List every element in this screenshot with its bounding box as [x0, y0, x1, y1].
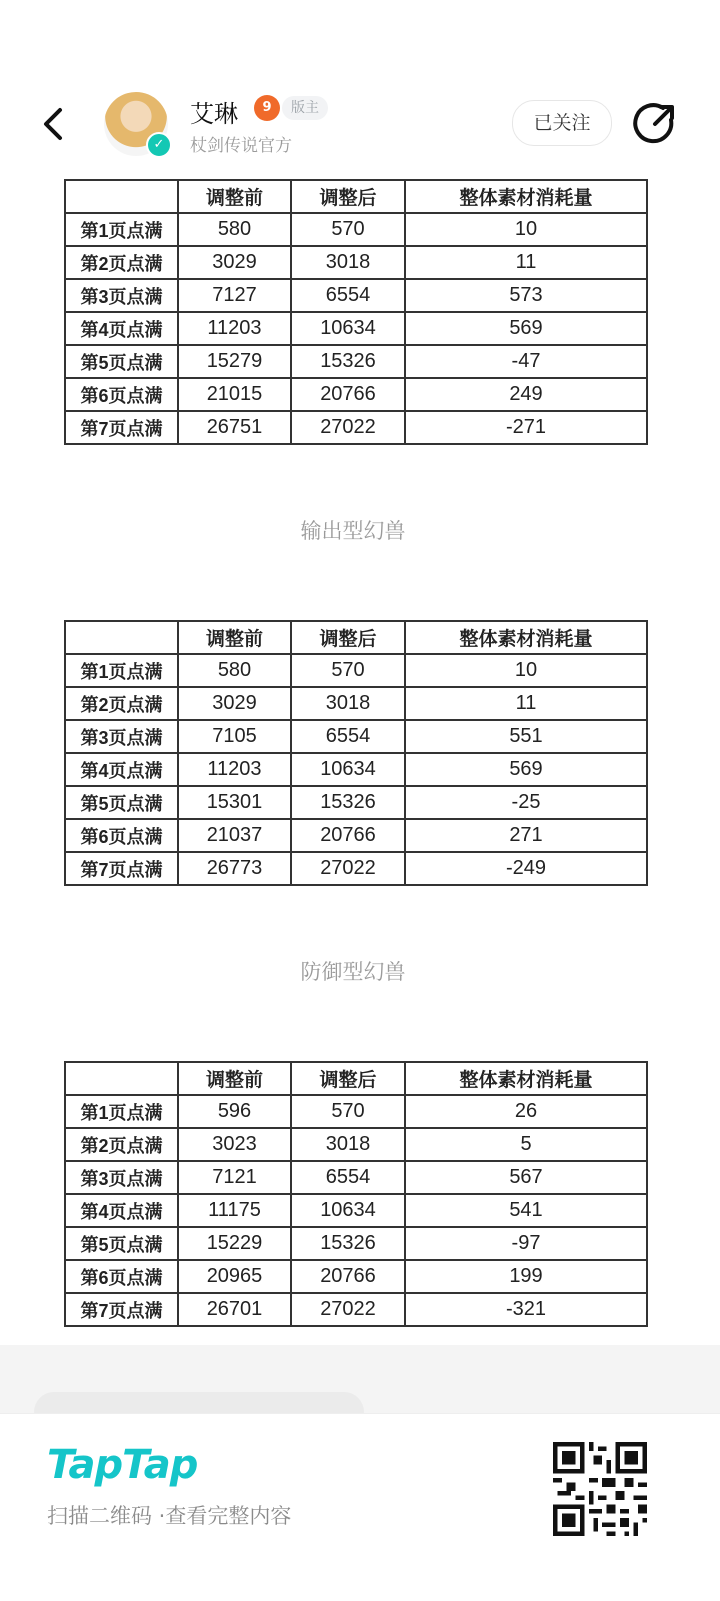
cell: 570	[291, 654, 405, 687]
table-header-row	[65, 621, 647, 654]
cell: 10	[405, 213, 647, 246]
header-cell	[65, 1062, 178, 1095]
row-label: 第7页点满	[65, 1293, 178, 1326]
cell: 15326	[291, 786, 405, 819]
cell: 3029	[178, 687, 291, 720]
level-badge: 9	[254, 95, 280, 121]
table-row	[65, 378, 647, 411]
share-icon[interactable]	[633, 102, 677, 146]
header-cell: 调整后	[291, 180, 405, 213]
row-label: 第6页点满	[65, 819, 178, 852]
header-cell: 调整后	[291, 621, 405, 654]
qr-code-icon	[553, 1442, 647, 1536]
cell: 6554	[291, 1161, 405, 1194]
follow-button[interactable]: 已关注	[512, 100, 612, 146]
cell: 11203	[178, 312, 291, 345]
cell: 199	[405, 1260, 647, 1293]
cell: 7127	[178, 279, 291, 312]
cell: 20965	[178, 1260, 291, 1293]
back-icon[interactable]	[36, 104, 70, 144]
cell: 20766	[291, 1260, 405, 1293]
header-cell: 整体素材消耗量	[405, 180, 647, 213]
row-label: 第3页点满	[65, 1161, 178, 1194]
cell: 3018	[291, 246, 405, 279]
table-row	[65, 312, 647, 345]
cell: 27022	[291, 411, 405, 444]
table-row	[65, 1260, 647, 1293]
cell: 3029	[178, 246, 291, 279]
table-row	[65, 687, 647, 720]
row-label: 第5页点满	[65, 1227, 178, 1260]
cell: -249	[405, 852, 647, 885]
table-row	[65, 1194, 647, 1227]
table-row	[65, 720, 647, 753]
cell: 567	[405, 1161, 647, 1194]
table-row	[65, 1128, 647, 1161]
cell: 20766	[291, 378, 405, 411]
table-row	[65, 819, 647, 852]
cell: 10	[405, 654, 647, 687]
table-row	[65, 213, 647, 246]
cell: 20766	[291, 819, 405, 852]
table-row	[65, 345, 647, 378]
row-label: 第3页点满	[65, 720, 178, 753]
cell: 5	[405, 1128, 647, 1161]
header-cell: 调整前	[178, 1062, 291, 1095]
cell: 10634	[291, 312, 405, 345]
author-subtitle: 杖剑传说官方	[190, 136, 292, 156]
cell: 570	[291, 1095, 405, 1128]
cell: 26751	[178, 411, 291, 444]
table-row	[65, 753, 647, 786]
cell: 7121	[178, 1161, 291, 1194]
table-row	[65, 411, 647, 444]
cell: 11	[405, 246, 647, 279]
row-label: 第7页点满	[65, 411, 178, 444]
row-label: 第2页点满	[65, 246, 178, 279]
cell: 569	[405, 312, 647, 345]
cell: -25	[405, 786, 647, 819]
cell: 3018	[291, 687, 405, 720]
cell: 10634	[291, 1194, 405, 1227]
table-row	[65, 1161, 647, 1194]
cell: 15279	[178, 345, 291, 378]
row-label: 第3页点满	[65, 279, 178, 312]
table-row	[65, 279, 647, 312]
row-label: 第2页点满	[65, 687, 178, 720]
row-label: 第2页点满	[65, 1128, 178, 1161]
cell: 27022	[291, 1293, 405, 1326]
cell: -271	[405, 411, 647, 444]
table-row	[65, 786, 647, 819]
cell: 3018	[291, 1128, 405, 1161]
cell: 271	[405, 819, 647, 852]
cell: -97	[405, 1227, 647, 1260]
cell: 21015	[178, 378, 291, 411]
row-label: 第4页点满	[65, 753, 178, 786]
header-cell: 调整前	[178, 180, 291, 213]
data-table-2	[64, 620, 648, 886]
cell: 596	[178, 1095, 291, 1128]
cell: 15229	[178, 1227, 291, 1260]
cell: 6554	[291, 279, 405, 312]
cell: 551	[405, 720, 647, 753]
header-cell: 调整前	[178, 621, 291, 654]
table-row	[65, 1293, 647, 1326]
cell: 26	[405, 1095, 647, 1128]
avatar[interactable]	[104, 92, 168, 156]
header-cell: 整体素材消耗量	[405, 1062, 647, 1095]
row-label: 第4页点满	[65, 312, 178, 345]
section-caption-defense: 防御型幻兽	[300, 960, 406, 984]
row-label: 第6页点满	[65, 1260, 178, 1293]
section-caption-output: 输出型幻兽	[300, 519, 406, 543]
post-header	[0, 0, 720, 175]
cell: -47	[405, 345, 647, 378]
row-label: 第1页点满	[65, 654, 178, 687]
cell: 249	[405, 378, 647, 411]
row-label: 第5页点满	[65, 786, 178, 819]
cell: 21037	[178, 819, 291, 852]
cell: 11	[405, 687, 647, 720]
row-label: 第1页点满	[65, 1095, 178, 1128]
cell: 569	[405, 753, 647, 786]
cell: 7105	[178, 720, 291, 753]
data-table-1	[64, 179, 648, 445]
row-label: 第1页点满	[65, 213, 178, 246]
cell: 573	[405, 279, 647, 312]
row-label: 第4页点满	[65, 1194, 178, 1227]
cell: 6554	[291, 720, 405, 753]
table-row	[65, 246, 647, 279]
cell: 3023	[178, 1128, 291, 1161]
table-header-row	[65, 180, 647, 213]
role-badge: 版主	[282, 96, 328, 120]
table-row	[65, 852, 647, 885]
cell: 11175	[178, 1194, 291, 1227]
cell: 15326	[291, 1227, 405, 1260]
taptap-logo: TapTap	[47, 1442, 198, 1488]
cell: 541	[405, 1194, 647, 1227]
download-footer	[0, 1413, 720, 1601]
table-row	[65, 1227, 647, 1260]
data-table-3	[64, 1061, 648, 1327]
cell: 26701	[178, 1293, 291, 1326]
cell: 570	[291, 213, 405, 246]
cell: 10634	[291, 753, 405, 786]
cell: 26773	[178, 852, 291, 885]
scan-hint: 扫描二维码 ·查看完整内容	[47, 1504, 292, 1528]
author-name[interactable]: 艾琳	[190, 100, 238, 128]
header-cell: 调整后	[291, 1062, 405, 1095]
header-cell	[65, 180, 178, 213]
verified-check-icon: ✓	[146, 132, 172, 158]
header-cell	[65, 621, 178, 654]
cell: 580	[178, 213, 291, 246]
table-row	[65, 654, 647, 687]
cell: 27022	[291, 852, 405, 885]
cell: 15301	[178, 786, 291, 819]
row-label: 第7页点满	[65, 852, 178, 885]
cell: 11203	[178, 753, 291, 786]
row-label: 第6页点满	[65, 378, 178, 411]
table-header-row	[65, 1062, 647, 1095]
cell: 580	[178, 654, 291, 687]
cell: -321	[405, 1293, 647, 1326]
header-cell: 整体素材消耗量	[405, 621, 647, 654]
cell: 15326	[291, 345, 405, 378]
row-label: 第5页点满	[65, 345, 178, 378]
table-row	[65, 1095, 647, 1128]
